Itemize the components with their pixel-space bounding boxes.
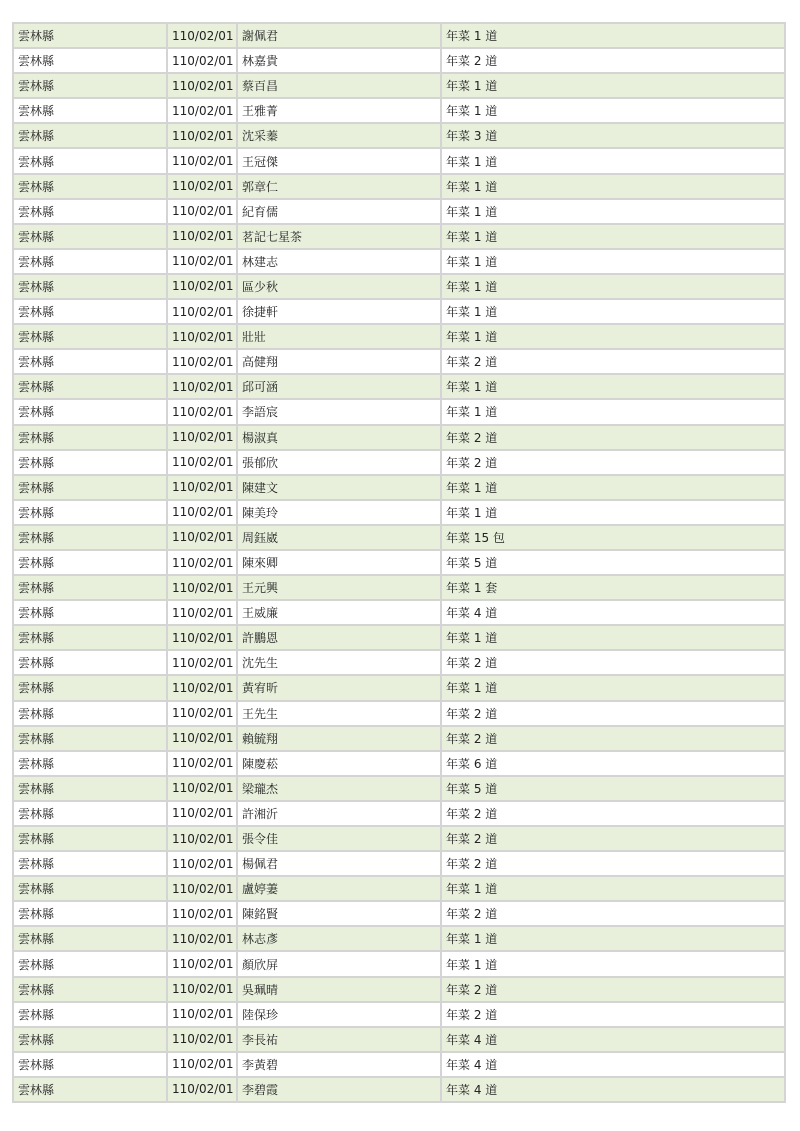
donation-item-cell: 年菜 1 道 bbox=[441, 926, 785, 951]
table-row bbox=[13, 951, 785, 976]
donation-item-cell: 年菜 1 道 bbox=[441, 324, 785, 349]
donation-item-cell: 年菜 1 道 bbox=[441, 249, 785, 274]
date-cell: 110/02/01 bbox=[167, 826, 237, 851]
table-row bbox=[13, 73, 785, 98]
donor-name-cell: 林志彥 bbox=[237, 926, 441, 951]
donation-item-cell: 年菜 2 道 bbox=[441, 349, 785, 374]
donation-item-cell: 年菜 2 道 bbox=[441, 48, 785, 73]
donation-item-cell: 年菜 1 道 bbox=[441, 475, 785, 500]
donation-item-cell: 年菜 5 道 bbox=[441, 776, 785, 801]
donor-name-cell: 沈先生 bbox=[237, 650, 441, 675]
table-row bbox=[13, 324, 785, 349]
date-cell: 110/02/01 bbox=[167, 801, 237, 826]
donation-item-cell: 年菜 2 道 bbox=[441, 851, 785, 876]
table-row bbox=[13, 575, 785, 600]
donation-item-cell: 年菜 2 道 bbox=[441, 650, 785, 675]
donor-name-cell: 許湘沂 bbox=[237, 801, 441, 826]
table-row bbox=[13, 450, 785, 475]
date-cell: 110/02/01 bbox=[167, 274, 237, 299]
county-cell: 雲林縣 bbox=[13, 475, 167, 500]
county-cell: 雲林縣 bbox=[13, 299, 167, 324]
county-cell: 雲林縣 bbox=[13, 776, 167, 801]
donor-name-cell: 王冠傑 bbox=[237, 148, 441, 173]
donor-name-cell: 王雅菁 bbox=[237, 98, 441, 123]
county-cell: 雲林縣 bbox=[13, 801, 167, 826]
table-row bbox=[13, 399, 785, 424]
donor-name-cell: 黃宥昕 bbox=[237, 675, 441, 700]
table-row bbox=[13, 1052, 785, 1077]
donation-table bbox=[12, 22, 786, 1103]
donation-item-cell: 年菜 1 道 bbox=[441, 951, 785, 976]
date-cell: 110/02/01 bbox=[167, 123, 237, 148]
date-cell: 110/02/01 bbox=[167, 575, 237, 600]
donor-name-cell: 李長祐 bbox=[237, 1027, 441, 1052]
table-row bbox=[13, 826, 785, 851]
donation-item-cell: 年菜 2 道 bbox=[441, 726, 785, 751]
donor-name-cell: 蔡百昌 bbox=[237, 73, 441, 98]
table-row bbox=[13, 625, 785, 650]
donation-item-cell: 年菜 2 道 bbox=[441, 701, 785, 726]
donor-name-cell: 陸保珍 bbox=[237, 1002, 441, 1027]
donor-name-cell: 張郁欣 bbox=[237, 450, 441, 475]
table-row bbox=[13, 550, 785, 575]
table-row bbox=[13, 851, 785, 876]
donation-item-cell: 年菜 1 道 bbox=[441, 876, 785, 901]
table-row bbox=[13, 123, 785, 148]
donor-name-cell: 陳來卿 bbox=[237, 550, 441, 575]
donation-item-cell: 年菜 1 道 bbox=[441, 199, 785, 224]
table-row bbox=[13, 98, 785, 123]
date-cell: 110/02/01 bbox=[167, 425, 237, 450]
date-cell: 110/02/01 bbox=[167, 1052, 237, 1077]
date-cell: 110/02/01 bbox=[167, 977, 237, 1002]
donor-name-cell: 周鈺崴 bbox=[237, 525, 441, 550]
date-cell: 110/02/01 bbox=[167, 450, 237, 475]
date-cell: 110/02/01 bbox=[167, 23, 237, 48]
table-row bbox=[13, 1002, 785, 1027]
table-row bbox=[13, 249, 785, 274]
donation-item-cell: 年菜 5 道 bbox=[441, 550, 785, 575]
donor-name-cell: 陳美玲 bbox=[237, 500, 441, 525]
county-cell: 雲林縣 bbox=[13, 851, 167, 876]
donation-item-cell: 年菜 1 道 bbox=[441, 73, 785, 98]
donor-name-cell: 賴毓翔 bbox=[237, 726, 441, 751]
date-cell: 110/02/01 bbox=[167, 475, 237, 500]
donor-name-cell: 許鵬恩 bbox=[237, 625, 441, 650]
county-cell: 雲林縣 bbox=[13, 600, 167, 625]
county-cell: 雲林縣 bbox=[13, 148, 167, 173]
donor-name-cell: 謝佩君 bbox=[237, 23, 441, 48]
table-row bbox=[13, 751, 785, 776]
date-cell: 110/02/01 bbox=[167, 324, 237, 349]
donation-item-cell: 年菜 1 道 bbox=[441, 148, 785, 173]
county-cell: 雲林縣 bbox=[13, 174, 167, 199]
table-row bbox=[13, 224, 785, 249]
table-row bbox=[13, 776, 785, 801]
county-cell: 雲林縣 bbox=[13, 977, 167, 1002]
donation-item-cell: 年菜 4 道 bbox=[441, 1027, 785, 1052]
county-cell: 雲林縣 bbox=[13, 901, 167, 926]
donor-name-cell: 高健翔 bbox=[237, 349, 441, 374]
date-cell: 110/02/01 bbox=[167, 525, 237, 550]
date-cell: 110/02/01 bbox=[167, 349, 237, 374]
date-cell: 110/02/01 bbox=[167, 901, 237, 926]
donation-item-cell: 年菜 2 道 bbox=[441, 1002, 785, 1027]
table-row bbox=[13, 1027, 785, 1052]
county-cell: 雲林縣 bbox=[13, 926, 167, 951]
table-row bbox=[13, 901, 785, 926]
donor-name-cell: 茗記七星茶 bbox=[237, 224, 441, 249]
donor-name-cell: 紀育儒 bbox=[237, 199, 441, 224]
donation-item-cell: 年菜 2 道 bbox=[441, 425, 785, 450]
table-row bbox=[13, 349, 785, 374]
date-cell: 110/02/01 bbox=[167, 299, 237, 324]
date-cell: 110/02/01 bbox=[167, 625, 237, 650]
county-cell: 雲林縣 bbox=[13, 751, 167, 776]
county-cell: 雲林縣 bbox=[13, 374, 167, 399]
county-cell: 雲林縣 bbox=[13, 575, 167, 600]
donation-item-cell: 年菜 4 道 bbox=[441, 1077, 785, 1102]
donor-name-cell: 王威廉 bbox=[237, 600, 441, 625]
donor-name-cell: 楊淑真 bbox=[237, 425, 441, 450]
date-cell: 110/02/01 bbox=[167, 751, 237, 776]
date-cell: 110/02/01 bbox=[167, 174, 237, 199]
donation-item-cell: 年菜 2 道 bbox=[441, 450, 785, 475]
table-row bbox=[13, 425, 785, 450]
date-cell: 110/02/01 bbox=[167, 374, 237, 399]
date-cell: 110/02/01 bbox=[167, 600, 237, 625]
date-cell: 110/02/01 bbox=[167, 224, 237, 249]
table-row bbox=[13, 600, 785, 625]
donor-name-cell: 李黃碧 bbox=[237, 1052, 441, 1077]
table-row bbox=[13, 525, 785, 550]
table-row bbox=[13, 650, 785, 675]
table-row bbox=[13, 977, 785, 1002]
county-cell: 雲林縣 bbox=[13, 48, 167, 73]
county-cell: 雲林縣 bbox=[13, 1077, 167, 1102]
donor-name-cell: 陳銘賢 bbox=[237, 901, 441, 926]
county-cell: 雲林縣 bbox=[13, 550, 167, 575]
donation-item-cell: 年菜 2 道 bbox=[441, 801, 785, 826]
donor-name-cell: 陳建文 bbox=[237, 475, 441, 500]
county-cell: 雲林縣 bbox=[13, 650, 167, 675]
table-row bbox=[13, 475, 785, 500]
donation-item-cell: 年菜 1 道 bbox=[441, 98, 785, 123]
table-row bbox=[13, 299, 785, 324]
county-cell: 雲林縣 bbox=[13, 450, 167, 475]
county-cell: 雲林縣 bbox=[13, 726, 167, 751]
donor-name-cell: 張令佳 bbox=[237, 826, 441, 851]
donation-item-cell: 年菜 1 道 bbox=[441, 174, 785, 199]
donor-name-cell: 李語宸 bbox=[237, 399, 441, 424]
county-cell: 雲林縣 bbox=[13, 399, 167, 424]
county-cell: 雲林縣 bbox=[13, 324, 167, 349]
table-row bbox=[13, 675, 785, 700]
date-cell: 110/02/01 bbox=[167, 73, 237, 98]
county-cell: 雲林縣 bbox=[13, 98, 167, 123]
date-cell: 110/02/01 bbox=[167, 199, 237, 224]
donor-name-cell: 顏欣屏 bbox=[237, 951, 441, 976]
date-cell: 110/02/01 bbox=[167, 48, 237, 73]
date-cell: 110/02/01 bbox=[167, 550, 237, 575]
table-row bbox=[13, 274, 785, 299]
table-row bbox=[13, 500, 785, 525]
table-row bbox=[13, 876, 785, 901]
donation-item-cell: 年菜 3 道 bbox=[441, 123, 785, 148]
table-row bbox=[13, 726, 785, 751]
date-cell: 110/02/01 bbox=[167, 776, 237, 801]
date-cell: 110/02/01 bbox=[167, 1027, 237, 1052]
donation-item-cell: 年菜 1 道 bbox=[441, 399, 785, 424]
county-cell: 雲林縣 bbox=[13, 23, 167, 48]
donation-item-cell: 年菜 1 道 bbox=[441, 224, 785, 249]
donation-item-cell: 年菜 2 道 bbox=[441, 977, 785, 1002]
date-cell: 110/02/01 bbox=[167, 249, 237, 274]
donation-item-cell: 年菜 1 道 bbox=[441, 23, 785, 48]
date-cell: 110/02/01 bbox=[167, 1077, 237, 1102]
date-cell: 110/02/01 bbox=[167, 1002, 237, 1027]
county-cell: 雲林縣 bbox=[13, 500, 167, 525]
donor-name-cell: 盧婷萋 bbox=[237, 876, 441, 901]
date-cell: 110/02/01 bbox=[167, 701, 237, 726]
donation-item-cell: 年菜 1 道 bbox=[441, 274, 785, 299]
donor-name-cell: 楊佩君 bbox=[237, 851, 441, 876]
county-cell: 雲林縣 bbox=[13, 525, 167, 550]
county-cell: 雲林縣 bbox=[13, 1002, 167, 1027]
donation-item-cell: 年菜 1 道 bbox=[441, 675, 785, 700]
donation-item-cell: 年菜 1 道 bbox=[441, 299, 785, 324]
county-cell: 雲林縣 bbox=[13, 274, 167, 299]
table-row bbox=[13, 174, 785, 199]
date-cell: 110/02/01 bbox=[167, 926, 237, 951]
county-cell: 雲林縣 bbox=[13, 224, 167, 249]
county-cell: 雲林縣 bbox=[13, 951, 167, 976]
donor-name-cell: 吳珮晴 bbox=[237, 977, 441, 1002]
date-cell: 110/02/01 bbox=[167, 500, 237, 525]
county-cell: 雲林縣 bbox=[13, 876, 167, 901]
donor-name-cell: 梁瓏杰 bbox=[237, 776, 441, 801]
table-row bbox=[13, 48, 785, 73]
donor-name-cell: 沈采蓁 bbox=[237, 123, 441, 148]
table-row bbox=[13, 374, 785, 399]
date-cell: 110/02/01 bbox=[167, 650, 237, 675]
table-row bbox=[13, 148, 785, 173]
donation-item-cell: 年菜 6 道 bbox=[441, 751, 785, 776]
county-cell: 雲林縣 bbox=[13, 625, 167, 650]
donor-name-cell: 王元興 bbox=[237, 575, 441, 600]
county-cell: 雲林縣 bbox=[13, 1027, 167, 1052]
donor-name-cell: 邱可涵 bbox=[237, 374, 441, 399]
table-row bbox=[13, 23, 785, 48]
donor-name-cell: 壯壯 bbox=[237, 324, 441, 349]
donor-name-cell: 王先生 bbox=[237, 701, 441, 726]
table-row bbox=[13, 926, 785, 951]
donation-item-cell: 年菜 2 道 bbox=[441, 826, 785, 851]
donor-name-cell: 徐捷軒 bbox=[237, 299, 441, 324]
date-cell: 110/02/01 bbox=[167, 876, 237, 901]
donation-item-cell: 年菜 1 道 bbox=[441, 500, 785, 525]
donation-item-cell: 年菜 2 道 bbox=[441, 901, 785, 926]
date-cell: 110/02/01 bbox=[167, 851, 237, 876]
date-cell: 110/02/01 bbox=[167, 726, 237, 751]
donation-item-cell: 年菜 4 道 bbox=[441, 1052, 785, 1077]
donation-item-cell: 年菜 4 道 bbox=[441, 600, 785, 625]
donation-item-cell: 年菜 15 包 bbox=[441, 525, 785, 550]
county-cell: 雲林縣 bbox=[13, 826, 167, 851]
donor-name-cell: 郭章仁 bbox=[237, 174, 441, 199]
date-cell: 110/02/01 bbox=[167, 399, 237, 424]
donation-item-cell: 年菜 1 套 bbox=[441, 575, 785, 600]
county-cell: 雲林縣 bbox=[13, 425, 167, 450]
date-cell: 110/02/01 bbox=[167, 951, 237, 976]
county-cell: 雲林縣 bbox=[13, 701, 167, 726]
donation-item-cell: 年菜 1 道 bbox=[441, 625, 785, 650]
county-cell: 雲林縣 bbox=[13, 249, 167, 274]
date-cell: 110/02/01 bbox=[167, 675, 237, 700]
donor-name-cell: 陳慶菘 bbox=[237, 751, 441, 776]
table-row bbox=[13, 1077, 785, 1102]
donor-name-cell: 區少秋 bbox=[237, 274, 441, 299]
date-cell: 110/02/01 bbox=[167, 148, 237, 173]
county-cell: 雲林縣 bbox=[13, 123, 167, 148]
donor-name-cell: 林嘉貴 bbox=[237, 48, 441, 73]
county-cell: 雲林縣 bbox=[13, 73, 167, 98]
county-cell: 雲林縣 bbox=[13, 199, 167, 224]
donor-name-cell: 李碧霞 bbox=[237, 1077, 441, 1102]
date-cell: 110/02/01 bbox=[167, 98, 237, 123]
donation-item-cell: 年菜 1 道 bbox=[441, 374, 785, 399]
table-row bbox=[13, 199, 785, 224]
donor-name-cell: 林建志 bbox=[237, 249, 441, 274]
table-row bbox=[13, 701, 785, 726]
county-cell: 雲林縣 bbox=[13, 675, 167, 700]
table-row bbox=[13, 801, 785, 826]
donation-table-body bbox=[13, 23, 785, 1102]
county-cell: 雲林縣 bbox=[13, 1052, 167, 1077]
county-cell: 雲林縣 bbox=[13, 349, 167, 374]
